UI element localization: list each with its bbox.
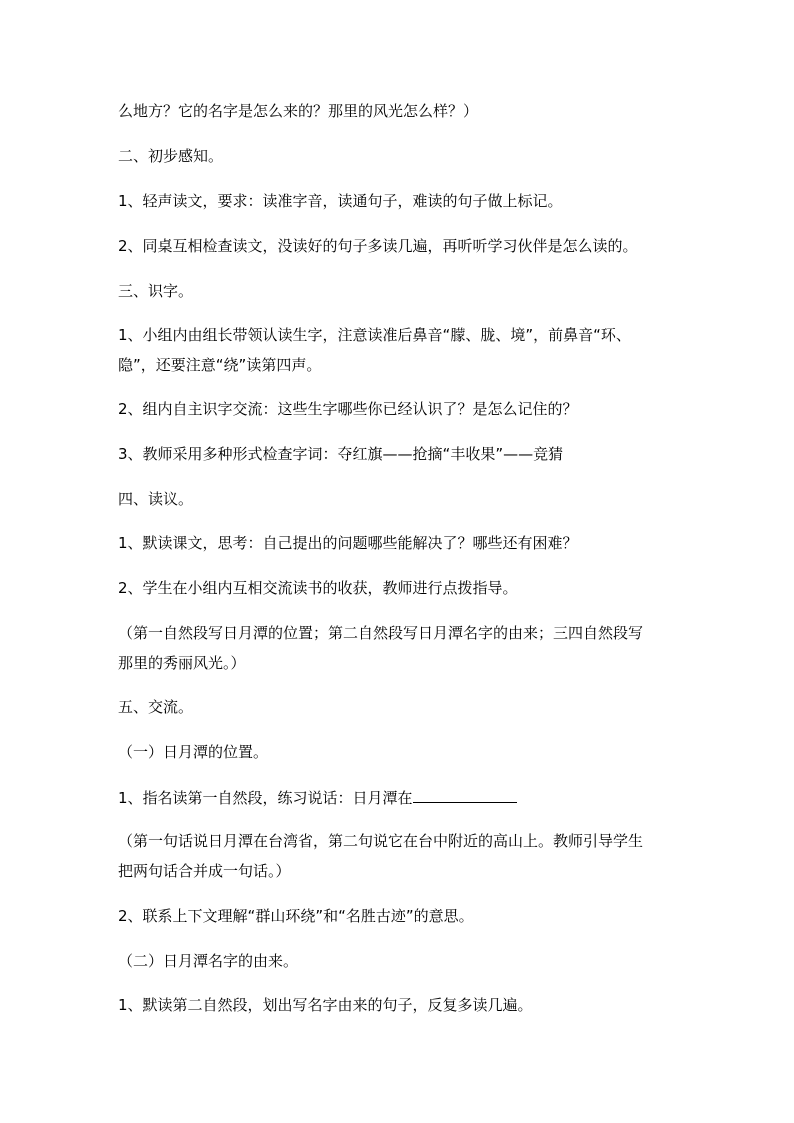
section-heading-2: 二、初步感知。 bbox=[118, 147, 224, 165]
section-heading-5: 五、交流。 bbox=[118, 698, 194, 716]
text-line-1: 么地方？它的名字是怎么来的？那里的风光怎么样？） bbox=[118, 102, 479, 120]
text-line-18: （第一句话说日月潭在台湾省，第二句说它在台中附近的高山上。教师引导学生 bbox=[118, 832, 644, 850]
text-line-11: 1、默读课文，思考：自己提出的问题哪些能解决了？哪些还有困难？ bbox=[118, 534, 578, 552]
subheading-2: （二）日月潭名字的由来。 bbox=[118, 952, 299, 970]
text-line-22: 1、默读第二自然段，划出写名字由来的句子，反复多读几遍。 bbox=[118, 996, 533, 1014]
text-line-6: 1、小组内由组长带领认读生字，注意读准后鼻音“朦、胧、境”，前鼻音“环、 bbox=[118, 326, 631, 344]
text-line-8: 2、组内自主识字交流：这些生字哪些你已经认识了？是怎么记住的？ bbox=[118, 400, 578, 418]
text-line-14: 那里的秀丽风光。） bbox=[118, 654, 246, 672]
text-line-7: 隐”，还要注意“绕”读第四声。 bbox=[118, 356, 322, 374]
text-line-13: （第一自然段写日月潭的位置；第二自然段写日月潭名字的由来；三四自然段写 bbox=[118, 624, 644, 642]
subheading-1: （一）日月潭的位置。 bbox=[118, 743, 269, 761]
text-line-17 bbox=[118, 788, 517, 807]
text-line-19: 把两句话合并成一句话。） bbox=[118, 862, 291, 880]
text-line-9: 3、教师采用多种形式检查字词：夺红旗——抢摘“丰收果”——竞猜 bbox=[118, 445, 564, 463]
text-line-3: 1、轻声读文，要求：读准字音，读通句子，难读的句子做上标记。 bbox=[118, 192, 563, 210]
section-heading-3: 三、识字。 bbox=[118, 282, 194, 300]
section-heading-4: 四、读议。 bbox=[118, 490, 194, 508]
fill-in-blank bbox=[413, 788, 517, 803]
text-line-17-content: 1、指名读第一自然段，练习说话：日月潭在 bbox=[118, 789, 413, 807]
text-line-4: 2、同桌互相检查读文，没读好的句子多读几遍，再听听学习伙伴是怎么读的。 bbox=[118, 237, 638, 255]
text-line-12: 2、学生在小组内互相交流读书的收获，教师进行点拨指导。 bbox=[118, 579, 518, 597]
text-line-20: 2、联系上下文理解“群山环绕”和“名胜古迹”的意思。 bbox=[118, 907, 474, 925]
